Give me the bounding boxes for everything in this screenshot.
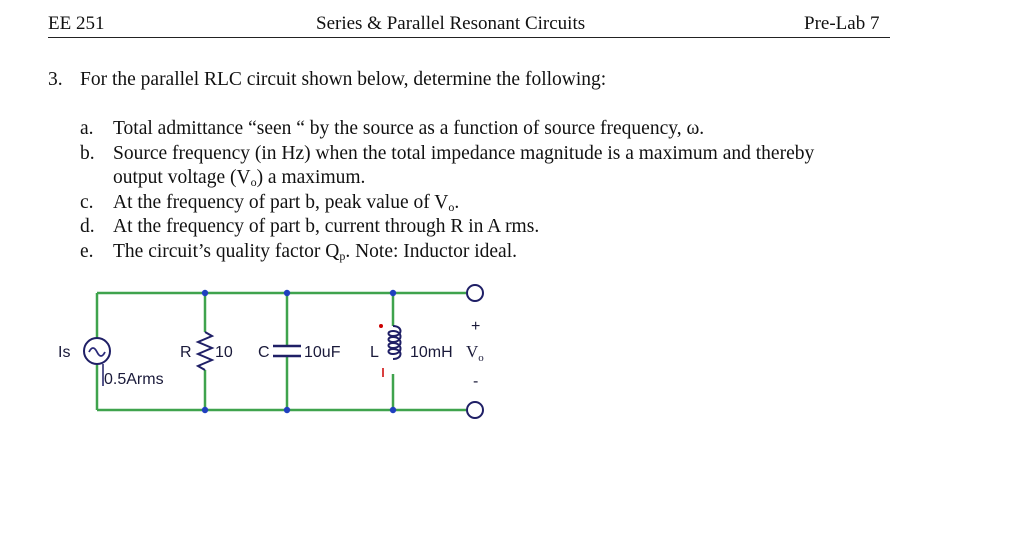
question-number: 3. [48,69,63,90]
capacitor-value: 10uF [304,344,341,361]
part-letter: e. [80,240,94,262]
lab-number: Pre-Lab 7 [804,13,880,34]
source-value: 0.5Arms [104,371,164,388]
part-letter: b. [80,142,95,164]
part-text-line2: output voltage $(V_o)$ a maximum. [113,167,366,189]
part-letter: c. [80,191,94,213]
capacitor [273,346,301,356]
output-plus: + [471,318,481,335]
resistor-value: 10 [215,344,233,361]
inductor-label: L [370,344,379,361]
output-terminal-top [467,285,483,301]
question-text: For the parallel RLC circuit shown below, determine the following: [80,69,607,90]
inductor-polarity-marks [379,324,383,377]
document-title: Series & Parallel Resonant Circuits [316,13,586,34]
output-minus: - [473,373,479,390]
inductor-value: 10mH [410,344,453,361]
part-letter: d. [80,216,95,237]
part-text: The circuit’s quality factor $Q_p$. Note: Inductor ideal. [113,240,517,263]
capacitor-label: C [258,344,270,361]
part-text-line1: Source frequency (in Hz) when the total impedance magnitude is a maximum and thereby [113,142,815,164]
course-code: EE 251 [48,13,105,34]
part-letter: a. [80,118,94,139]
inductor [389,326,401,359]
part-text: At the frequency of part b, peak value of $V_o$. [113,191,460,214]
resistor-zigzag [198,332,212,370]
source-label: Is [58,344,71,361]
resistor-label: R [180,344,192,361]
part-text: Total admittance “seen “ by the source as a function of source frequency, ω. [113,118,705,139]
output-voltage-label: $V_o$ [466,342,484,364]
part-text: At the frequency of part b, current through R in A rms. [113,216,540,237]
output-terminal-bottom [467,402,483,418]
